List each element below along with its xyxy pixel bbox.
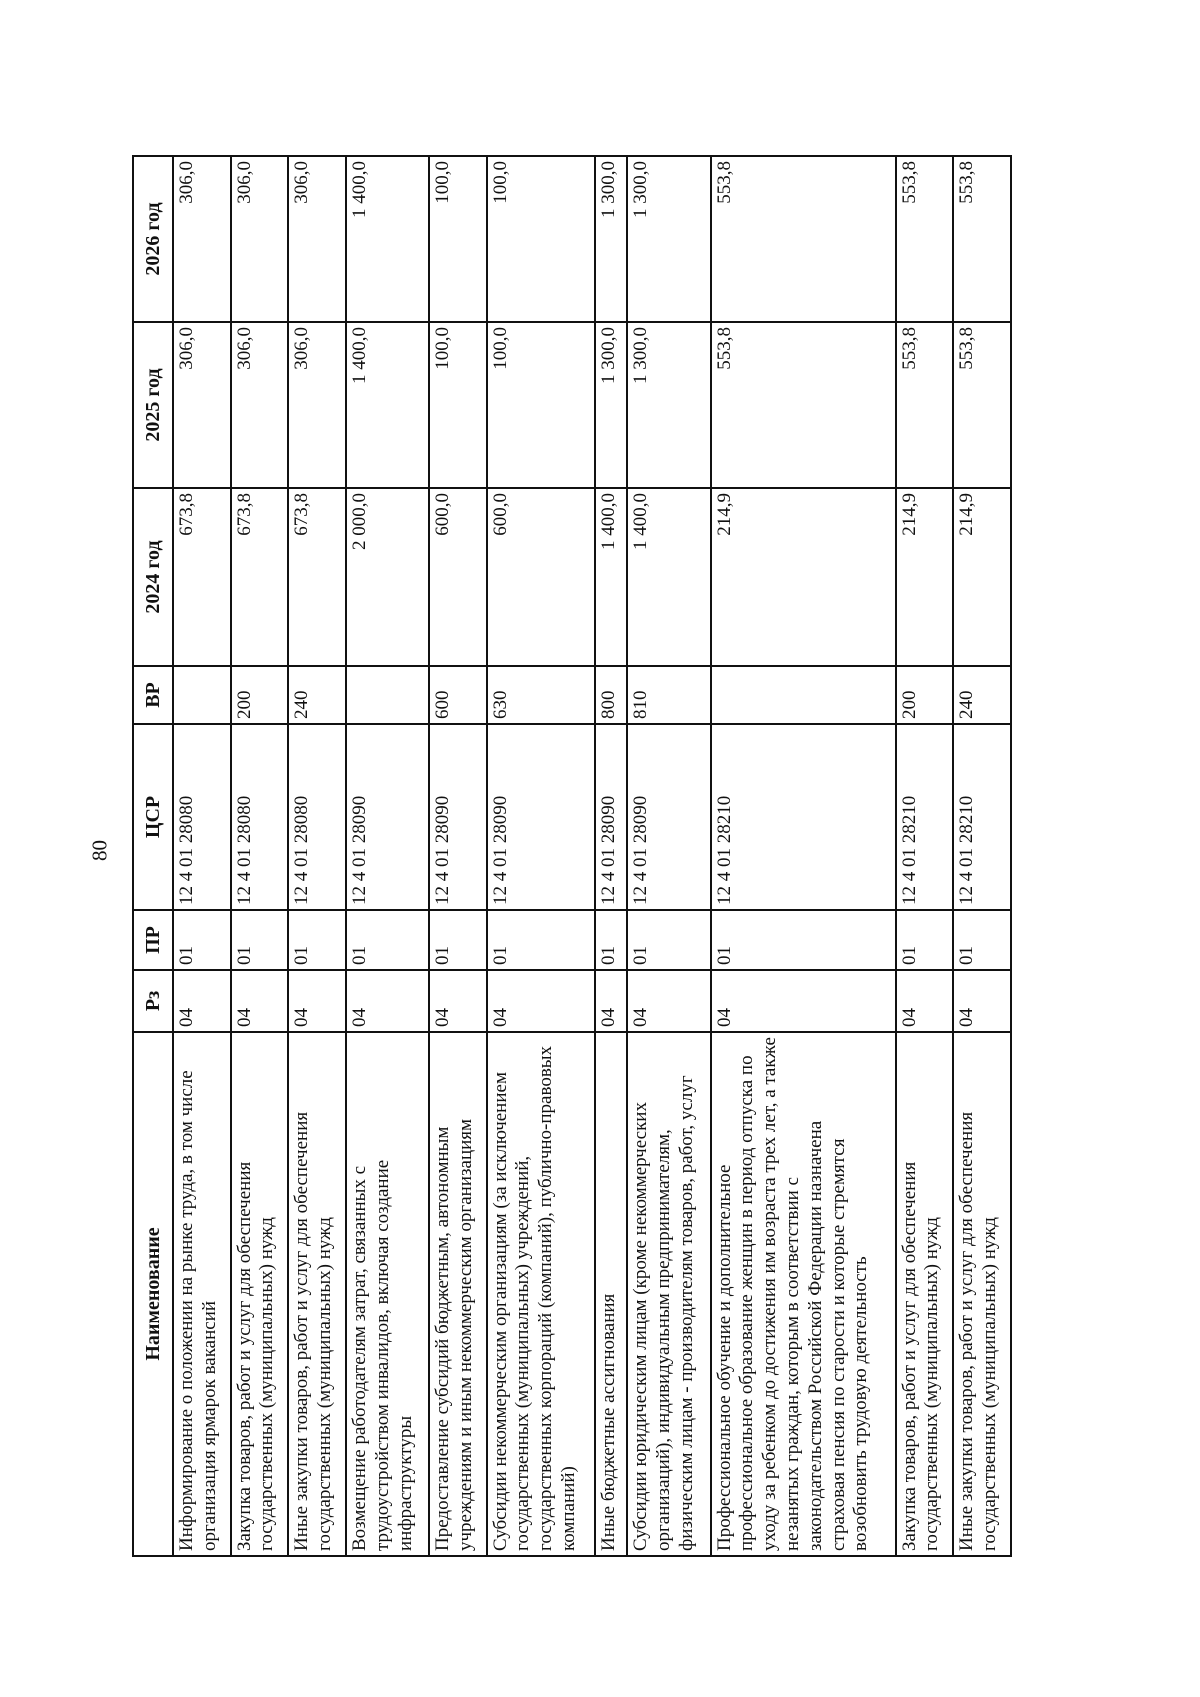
- cell-pr: 01: [346, 910, 429, 970]
- cell-vr: [711, 666, 896, 724]
- cell-pr: 01: [627, 910, 710, 970]
- cell-2025: 1 400,0: [346, 322, 429, 488]
- cell-rz: 04: [896, 970, 954, 1032]
- cell-2025: 100,0: [487, 322, 596, 488]
- cell-vr: 200: [896, 666, 954, 724]
- cell-2026: 306,0: [288, 156, 346, 322]
- rotated-table-container: [132, 157, 1012, 1557]
- cell-pr: 01: [595, 910, 627, 970]
- cell-csr: 12 4 01 28080: [288, 724, 346, 910]
- header-2025: 2025 год: [133, 322, 173, 488]
- header-2026: 2026 год: [133, 156, 173, 322]
- cell-csr: 12 4 01 28210: [896, 724, 954, 910]
- header-csr: ЦСР: [133, 724, 173, 910]
- cell-2025: 553,8: [896, 322, 954, 488]
- cell-2025: 306,0: [173, 322, 231, 488]
- table-row: [231, 156, 289, 1556]
- cell-pr: 01: [429, 910, 487, 970]
- cell-name: Возмещение работодателям затрат, связанных с трудоустройством инвалидов, включая создание инфраструктуры: [346, 1032, 429, 1556]
- table-row: [896, 156, 954, 1556]
- cell-2026: 553,8: [953, 156, 1011, 322]
- cell-csr: 12 4 01 28080: [173, 724, 231, 910]
- cell-csr: 12 4 01 28090: [429, 724, 487, 910]
- cell-2025: 100,0: [429, 322, 487, 488]
- budget-table: [132, 155, 1012, 1557]
- cell-vr: [346, 666, 429, 724]
- cell-rz: 04: [627, 970, 710, 1032]
- cell-2025: 1 300,0: [595, 322, 627, 488]
- header-2024: 2024 год: [133, 488, 173, 666]
- page-number: 80: [87, 840, 112, 861]
- cell-vr: 200: [231, 666, 289, 724]
- header-vr: ВР: [133, 666, 173, 724]
- table-body: [173, 156, 1011, 1556]
- cell-rz: 04: [346, 970, 429, 1032]
- cell-vr: 810: [627, 666, 710, 724]
- cell-vr: [173, 666, 231, 724]
- cell-csr: 12 4 01 28090: [346, 724, 429, 910]
- cell-2024: 600,0: [487, 488, 596, 666]
- cell-2026: 100,0: [487, 156, 596, 322]
- cell-2026: 306,0: [173, 156, 231, 322]
- header-pr: ПР: [133, 910, 173, 970]
- cell-rz: 04: [231, 970, 289, 1032]
- table-row: [288, 156, 346, 1556]
- cell-csr: 12 4 01 28090: [595, 724, 627, 910]
- cell-pr: 01: [231, 910, 289, 970]
- cell-2025: 306,0: [288, 322, 346, 488]
- header-rz: Рз: [133, 970, 173, 1032]
- cell-2024: 1 400,0: [595, 488, 627, 666]
- cell-rz: 04: [953, 970, 1011, 1032]
- cell-csr: 12 4 01 28210: [711, 724, 896, 910]
- table-row: [627, 156, 710, 1556]
- cell-pr: 01: [173, 910, 231, 970]
- cell-2025: 553,8: [953, 322, 1011, 488]
- table-row: [595, 156, 627, 1556]
- cell-name: Иные закупки товаров, работ и услуг для обеспечения государственных (муниципальных) нужд: [288, 1032, 346, 1556]
- cell-2024: 214,9: [953, 488, 1011, 666]
- cell-rz: 04: [288, 970, 346, 1032]
- cell-2024: 214,9: [896, 488, 954, 666]
- cell-name: Профессиональное обучение и дополнительное профессиональное образование женщин в период отпуска по уходу за ребенком до достижения им возраста трех лет, а также незанятых граждан, которым в соответствии с законодательством Российской Федерации назначена страховая пенсия по старости и которые стремятся возобновить трудовую деятельность: [711, 1032, 896, 1556]
- cell-2026: 1 300,0: [595, 156, 627, 322]
- cell-2024: 1 400,0: [627, 488, 710, 666]
- cell-2024: 214,9: [711, 488, 896, 666]
- table-row: [346, 156, 429, 1556]
- cell-name: Иные бюджетные ассигнования: [595, 1032, 627, 1556]
- cell-csr: 12 4 01 28090: [627, 724, 710, 910]
- cell-pr: 01: [487, 910, 596, 970]
- cell-name: Предоставление субсидий бюджетным, автономным учреждениям и иным некоммерческим организациям: [429, 1032, 487, 1556]
- cell-csr: 12 4 01 28090: [487, 724, 596, 910]
- cell-vr: 800: [595, 666, 627, 724]
- cell-2024: 2 000,0: [346, 488, 429, 666]
- cell-rz: 04: [173, 970, 231, 1032]
- cell-2024: 673,8: [173, 488, 231, 666]
- cell-rz: 04: [487, 970, 596, 1032]
- cell-2024: 673,8: [288, 488, 346, 666]
- cell-pr: 01: [896, 910, 954, 970]
- cell-name: Иные закупки товаров, работ и услуг для обеспечения государственных (муниципальных) нужд: [953, 1032, 1011, 1556]
- header-name: Наименование: [133, 1032, 173, 1556]
- table-header-row: [133, 156, 173, 1556]
- cell-2026: 553,8: [896, 156, 954, 322]
- cell-vr: 240: [288, 666, 346, 724]
- cell-rz: 04: [711, 970, 896, 1032]
- cell-name: Закупка товаров, работ и услуг для обеспечения государственных (муниципальных) нужд: [896, 1032, 954, 1556]
- cell-name: Субсидии юридическим лицам (кроме некоммерческих организаций), индивидуальным предпринимателям, физическим лицам - производителям товаров, работ, услуг: [627, 1032, 710, 1556]
- cell-pr: 01: [953, 910, 1011, 970]
- table-row: [953, 156, 1011, 1556]
- cell-2026: 1 300,0: [627, 156, 710, 322]
- cell-name: Закупка товаров, работ и услуг для обеспечения государственных (муниципальных) нужд: [231, 1032, 289, 1556]
- cell-2024: 673,8: [231, 488, 289, 666]
- table-row: [429, 156, 487, 1556]
- cell-name: Субсидии некоммерческим организациям (за исключением государственных (муниципальных) учреждений, государственных корпораций (компаний), публично-правовых компаний): [487, 1032, 596, 1556]
- cell-vr: 600: [429, 666, 487, 724]
- cell-vr: 630: [487, 666, 596, 724]
- cell-2025: 306,0: [231, 322, 289, 488]
- cell-2026: 100,0: [429, 156, 487, 322]
- cell-name: Информирование о положении на рынке труда, в том числе организация ярмарок вакансий: [173, 1032, 231, 1556]
- cell-csr: 12 4 01 28210: [953, 724, 1011, 910]
- cell-rz: 04: [595, 970, 627, 1032]
- cell-vr: 240: [953, 666, 1011, 724]
- cell-csr: 12 4 01 28080: [231, 724, 289, 910]
- cell-2025: 1 300,0: [627, 322, 710, 488]
- cell-2026: 306,0: [231, 156, 289, 322]
- cell-2025: 553,8: [711, 322, 896, 488]
- cell-2026: 553,8: [711, 156, 896, 322]
- cell-2026: 1 400,0: [346, 156, 429, 322]
- table-row: [173, 156, 231, 1556]
- table-row: [711, 156, 896, 1556]
- cell-rz: 04: [429, 970, 487, 1032]
- cell-2024: 600,0: [429, 488, 487, 666]
- table-row: [487, 156, 596, 1556]
- cell-pr: 01: [288, 910, 346, 970]
- cell-pr: 01: [711, 910, 896, 970]
